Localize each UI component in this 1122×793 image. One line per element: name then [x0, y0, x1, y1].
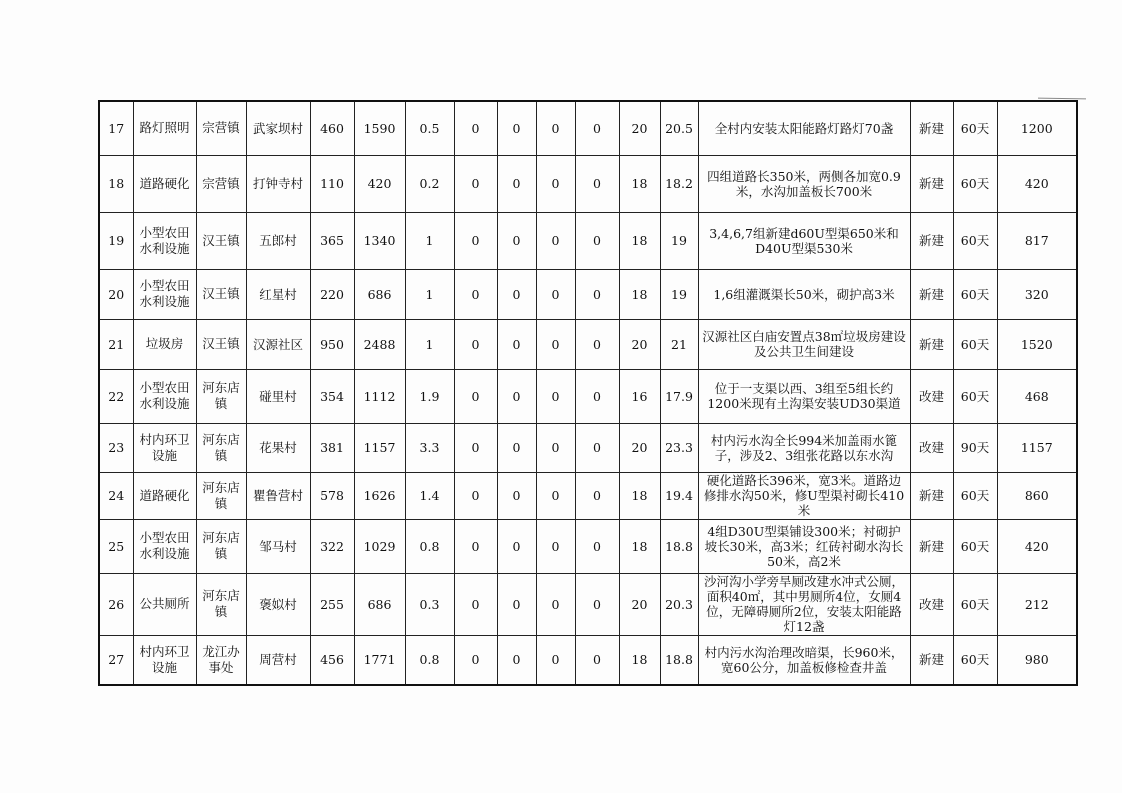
construction-content-cell: 村内污水沟治理改暗渠，长960米，宽60公分，加盖板修检查井盖: [698, 635, 910, 685]
population-cell: 686: [354, 269, 405, 319]
fund-b-cell: 0: [454, 423, 497, 472]
construction-content-cell: 硬化道路长396米，宽3米。道路边修排水沟50米，修U型渠衬砌长410米: [698, 472, 910, 519]
household-count-cell: 354: [310, 369, 354, 423]
project-type-cell: 村内环卫设施: [133, 635, 196, 685]
duration-cell: 60天: [953, 519, 997, 573]
table-row: [99, 269, 1077, 319]
project-type-cell: 道路硬化: [133, 155, 196, 212]
amount-cell: 817: [997, 212, 1077, 269]
duration-cell: 60天: [953, 573, 997, 635]
fund-c-cell: 0: [497, 472, 536, 519]
fund-total-cell: 20.3: [660, 573, 698, 635]
project-type-cell: 道路硬化: [133, 472, 196, 519]
village-cell: 武家坝村: [246, 101, 310, 155]
amount-cell: 420: [997, 519, 1077, 573]
amount-cell: 980: [997, 635, 1077, 685]
duration-cell: 60天: [953, 269, 997, 319]
fund-f-cell: 20: [619, 101, 660, 155]
population-cell: 1157: [354, 423, 405, 472]
fund-a-cell: 1.9: [405, 369, 454, 423]
fund-d-cell: 0: [536, 573, 575, 635]
fund-a-cell: 0.8: [405, 519, 454, 573]
fund-b-cell: 0: [454, 519, 497, 573]
fund-a-cell: 1.4: [405, 472, 454, 519]
household-count-cell: 950: [310, 319, 354, 369]
town-cell: 汉王镇: [196, 269, 246, 319]
fund-b-cell: 0: [454, 369, 497, 423]
fund-d-cell: 0: [536, 319, 575, 369]
amount-cell: 1520: [997, 319, 1077, 369]
population-cell: 2488: [354, 319, 405, 369]
population-cell: 1112: [354, 369, 405, 423]
fund-c-cell: 0: [497, 155, 536, 212]
construction-content-cell: 3,4,6,7组新建d60U型渠650米和D40U型渠530米: [698, 212, 910, 269]
construction-nature-cell: 新建: [910, 269, 953, 319]
fund-c-cell: 0: [497, 423, 536, 472]
town-cell: 河东店镇: [196, 573, 246, 635]
household-count-cell: 365: [310, 212, 354, 269]
construction-content-cell: 位于一支渠以西、3组至5组长约1200米现有土沟渠安装UD30渠道: [698, 369, 910, 423]
fund-f-cell: 20: [619, 319, 660, 369]
household-count-cell: 220: [310, 269, 354, 319]
fund-f-cell: 16: [619, 369, 660, 423]
fund-c-cell: 0: [497, 519, 536, 573]
fund-c-cell: 0: [497, 212, 536, 269]
amount-cell: 212: [997, 573, 1077, 635]
fund-b-cell: 0: [454, 101, 497, 155]
fund-a-cell: 1: [405, 212, 454, 269]
fund-total-cell: 17.9: [660, 369, 698, 423]
fund-d-cell: 0: [536, 212, 575, 269]
construction-content-cell: 4组D30U型渠铺设300米；衬砌护坡长30米，高3米；红砖衬砌水沟长50米，高2米: [698, 519, 910, 573]
town-cell: 河东店镇: [196, 423, 246, 472]
fund-d-cell: 0: [536, 269, 575, 319]
table-row: [99, 635, 1077, 685]
row-number-cell: 25: [99, 519, 133, 573]
fund-b-cell: 0: [454, 319, 497, 369]
construction-nature-cell: 新建: [910, 155, 953, 212]
project-table: [98, 100, 1078, 686]
village-cell: 打钟寺村: [246, 155, 310, 212]
table-row: [99, 101, 1077, 155]
population-cell: 1771: [354, 635, 405, 685]
amount-cell: 320: [997, 269, 1077, 319]
project-type-cell: 村内环卫设施: [133, 423, 196, 472]
fund-f-cell: 18: [619, 472, 660, 519]
row-number-cell: 24: [99, 472, 133, 519]
fund-e-cell: 0: [575, 269, 619, 319]
row-number-cell: 26: [99, 573, 133, 635]
household-count-cell: 255: [310, 573, 354, 635]
project-type-cell: 小型农田水利设施: [133, 269, 196, 319]
construction-nature-cell: 改建: [910, 369, 953, 423]
household-count-cell: 110: [310, 155, 354, 212]
population-cell: 420: [354, 155, 405, 212]
amount-cell: 468: [997, 369, 1077, 423]
village-cell: 花果村: [246, 423, 310, 472]
town-cell: 汉王镇: [196, 212, 246, 269]
project-type-cell: 公共厕所: [133, 573, 196, 635]
construction-nature-cell: 新建: [910, 472, 953, 519]
duration-cell: 60天: [953, 319, 997, 369]
fund-a-cell: 1: [405, 319, 454, 369]
construction-content-cell: 村内污水沟全长994米加盖雨水篦子，涉及2、3组张花路以东水沟: [698, 423, 910, 472]
project-type-cell: 小型农田水利设施: [133, 212, 196, 269]
town-cell: 宗营镇: [196, 101, 246, 155]
fund-e-cell: 0: [575, 573, 619, 635]
fund-d-cell: 0: [536, 635, 575, 685]
fund-d-cell: 0: [536, 519, 575, 573]
fund-e-cell: 0: [575, 101, 619, 155]
fund-b-cell: 0: [454, 573, 497, 635]
town-cell: 河东店镇: [196, 472, 246, 519]
row-number-cell: 19: [99, 212, 133, 269]
town-cell: 龙江办事处: [196, 635, 246, 685]
fund-b-cell: 0: [454, 212, 497, 269]
amount-cell: 1200: [997, 101, 1077, 155]
village-cell: 碰里村: [246, 369, 310, 423]
fund-total-cell: 18.8: [660, 519, 698, 573]
village-cell: 褒姒村: [246, 573, 310, 635]
row-number-cell: 22: [99, 369, 133, 423]
fund-total-cell: 19: [660, 269, 698, 319]
fund-e-cell: 0: [575, 519, 619, 573]
village-cell: 周营村: [246, 635, 310, 685]
row-number-cell: 18: [99, 155, 133, 212]
household-count-cell: 322: [310, 519, 354, 573]
fund-f-cell: 20: [619, 573, 660, 635]
fund-f-cell: 18: [619, 269, 660, 319]
fund-e-cell: 0: [575, 423, 619, 472]
fund-f-cell: 18: [619, 155, 660, 212]
fund-f-cell: 18: [619, 519, 660, 573]
fund-b-cell: 0: [454, 635, 497, 685]
fund-e-cell: 0: [575, 319, 619, 369]
fund-c-cell: 0: [497, 369, 536, 423]
fund-d-cell: 0: [536, 472, 575, 519]
table-row: [99, 319, 1077, 369]
construction-content-cell: 沙河沟小学旁旱厕改建水冲式公厕，面积40㎡，其中男厕所4位，女厕4位，无障碍厕所2位，安装太阳能路灯12盏: [698, 573, 910, 635]
construction-nature-cell: 新建: [910, 319, 953, 369]
fund-total-cell: 20.5: [660, 101, 698, 155]
fund-d-cell: 0: [536, 369, 575, 423]
duration-cell: 60天: [953, 101, 997, 155]
duration-cell: 60天: [953, 472, 997, 519]
fund-e-cell: 0: [575, 369, 619, 423]
construction-nature-cell: 新建: [910, 635, 953, 685]
fund-total-cell: 18.2: [660, 155, 698, 212]
amount-cell: 860: [997, 472, 1077, 519]
population-cell: 1029: [354, 519, 405, 573]
amount-cell: 420: [997, 155, 1077, 212]
town-cell: 河东店镇: [196, 369, 246, 423]
population-cell: 686: [354, 573, 405, 635]
village-cell: 邹马村: [246, 519, 310, 573]
fund-b-cell: 0: [454, 269, 497, 319]
household-count-cell: 456: [310, 635, 354, 685]
village-cell: 瞿鲁营村: [246, 472, 310, 519]
household-count-cell: 381: [310, 423, 354, 472]
village-cell: 五郎村: [246, 212, 310, 269]
project-type-cell: 路灯照明: [133, 101, 196, 155]
fund-d-cell: 0: [536, 423, 575, 472]
fund-total-cell: 19.4: [660, 472, 698, 519]
fund-a-cell: 0.2: [405, 155, 454, 212]
fund-b-cell: 0: [454, 472, 497, 519]
fund-d-cell: 0: [536, 155, 575, 212]
fund-c-cell: 0: [497, 269, 536, 319]
household-count-cell: 578: [310, 472, 354, 519]
population-cell: 1340: [354, 212, 405, 269]
table-row: [99, 212, 1077, 269]
duration-cell: 90天: [953, 423, 997, 472]
project-type-cell: 小型农田水利设施: [133, 519, 196, 573]
fund-total-cell: 23.3: [660, 423, 698, 472]
fund-a-cell: 3.3: [405, 423, 454, 472]
fund-f-cell: 20: [619, 423, 660, 472]
construction-content-cell: 汉源社区白庙安置点38㎡垃圾房建设及公共卫生间建设: [698, 319, 910, 369]
fund-total-cell: 19: [660, 212, 698, 269]
fund-a-cell: 1: [405, 269, 454, 319]
fund-c-cell: 0: [497, 573, 536, 635]
construction-content-cell: 全村内安装太阳能路灯路灯70盏: [698, 101, 910, 155]
table-row: [99, 472, 1077, 519]
fund-e-cell: 0: [575, 212, 619, 269]
fund-a-cell: 0.8: [405, 635, 454, 685]
row-number-cell: 27: [99, 635, 133, 685]
fund-d-cell: 0: [536, 101, 575, 155]
fund-f-cell: 18: [619, 212, 660, 269]
amount-cell: 1157: [997, 423, 1077, 472]
duration-cell: 60天: [953, 155, 997, 212]
fund-c-cell: 0: [497, 319, 536, 369]
fund-total-cell: 21: [660, 319, 698, 369]
project-type-cell: 小型农田水利设施: [133, 369, 196, 423]
duration-cell: 60天: [953, 369, 997, 423]
town-cell: 河东店镇: [196, 519, 246, 573]
construction-nature-cell: 改建: [910, 573, 953, 635]
construction-nature-cell: 改建: [910, 423, 953, 472]
town-cell: 汉王镇: [196, 319, 246, 369]
town-cell: 宗营镇: [196, 155, 246, 212]
table-row: [99, 155, 1077, 212]
table-row: [99, 369, 1077, 423]
construction-nature-cell: 新建: [910, 101, 953, 155]
table-row: [99, 519, 1077, 573]
household-count-cell: 460: [310, 101, 354, 155]
duration-cell: 60天: [953, 212, 997, 269]
project-type-cell: 垃圾房: [133, 319, 196, 369]
construction-content-cell: 1,6组灌溉渠长50米，砌护高3米: [698, 269, 910, 319]
fund-total-cell: 18.8: [660, 635, 698, 685]
table-row: [99, 423, 1077, 472]
row-number-cell: 17: [99, 101, 133, 155]
construction-content-cell: 四组道路长350米，两侧各加宽0.9米，水沟加盖板长700米: [698, 155, 910, 212]
row-number-cell: 21: [99, 319, 133, 369]
row-number-cell: 20: [99, 269, 133, 319]
fund-a-cell: 0.5: [405, 101, 454, 155]
fund-e-cell: 0: [575, 472, 619, 519]
village-cell: 汉源社区: [246, 319, 310, 369]
fund-f-cell: 18: [619, 635, 660, 685]
population-cell: 1590: [354, 101, 405, 155]
fund-a-cell: 0.3: [405, 573, 454, 635]
fund-c-cell: 0: [497, 101, 536, 155]
duration-cell: 60天: [953, 635, 997, 685]
population-cell: 1626: [354, 472, 405, 519]
fund-c-cell: 0: [497, 635, 536, 685]
village-cell: 红星村: [246, 269, 310, 319]
row-number-cell: 23: [99, 423, 133, 472]
construction-nature-cell: 新建: [910, 519, 953, 573]
construction-nature-cell: 新建: [910, 212, 953, 269]
fund-e-cell: 0: [575, 155, 619, 212]
fund-e-cell: 0: [575, 635, 619, 685]
fund-b-cell: 0: [454, 155, 497, 212]
table-row: [99, 573, 1077, 635]
